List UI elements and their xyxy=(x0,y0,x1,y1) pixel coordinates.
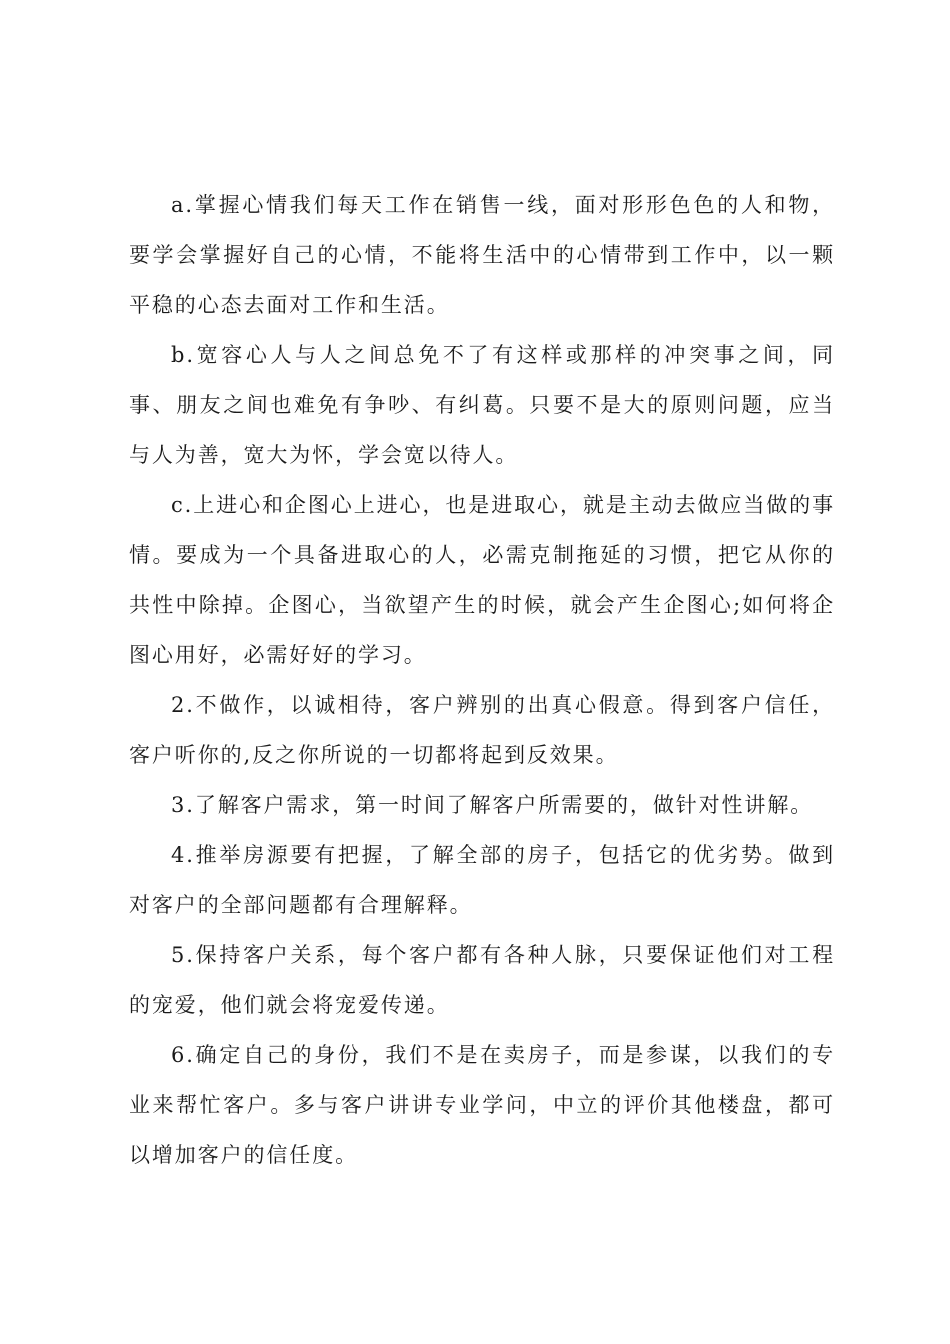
paragraph-3-customer-needs: 3.了解客户需求，第一时间了解客户所需要的，做针对性讲解。 xyxy=(171,793,814,817)
paragraph-2-sincerity: 2.不做作，以诚相待，客户辨别的出真心假意。得到客户信任，客户听你的,反之你所说的一切都将起到反效果。 xyxy=(129,693,835,767)
document-body xyxy=(129,180,835,1180)
paragraph-5-customer-relations: 5.保持客户关系，每个客户都有各种人脉，只要保证他们对工程的宠爱，他们就会将宠爱传递。 xyxy=(129,943,835,1017)
paragraph-4-recommend-listings: 4.推举房源要有把握，了解全部的房子，包括它的优劣势。做到对客户的全部问题都有合理解释。 xyxy=(129,843,835,917)
paragraph-b-tolerance: b.宽容心人与人之间总免不了有这样或那样的冲突事之间，同事、朋友之间也难免有争吵、有纠葛。只要不是大的原则问题，应当与人为善，宽大为怀，学会宽以待人。 xyxy=(129,343,835,467)
paragraph-6-identity: 6.确定自己的身份，我们不是在卖房子，而是参谋，以我们的专业来帮忙客户。多与客户讲讲专业学问，中立的评价其他楼盘，都可以增加客户的信任度。 xyxy=(129,1043,835,1167)
paragraph-c-ambition: c.上进心和企图心上进心，也是进取心，就是主动去做应当做的事情。要成为一个具备进取心的人，必需克制拖延的习惯，把它从你的共性中除掉。企图心，当欲望产生的时候，就会产生企图心;如何将企图心用好，必需好好的学习。 xyxy=(129,493,835,667)
paragraph-a-mood: a.掌握心情我们每天工作在销售一线，面对形形色色的人和物，要学会掌握好自己的心情，不能将生活中的心情带到工作中，以一颗平稳的心态去面对工作和生活。 xyxy=(129,193,835,317)
